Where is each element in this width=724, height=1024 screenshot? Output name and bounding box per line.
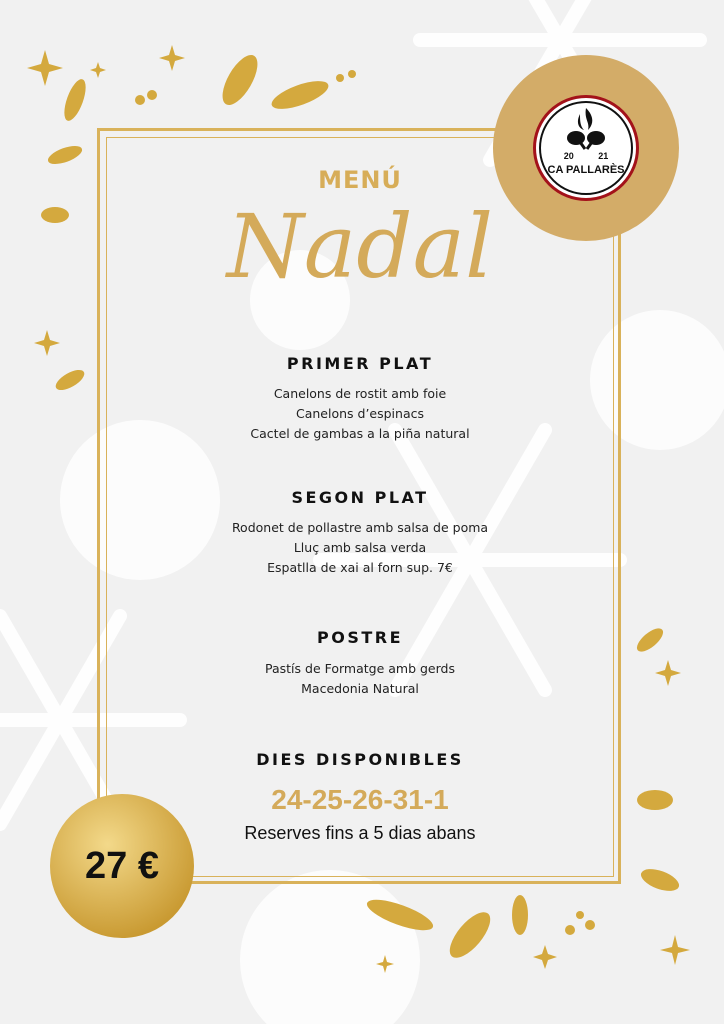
price-badge: [50, 794, 194, 938]
flame-drumstick-icon: [564, 106, 608, 150]
menu-item: Cactel de gambas a la piña natural: [250, 426, 470, 441]
menu-label: MENÚ: [318, 166, 402, 194]
price-value: 27 €: [85, 844, 159, 887]
logo-name: CA PALLARÈS: [547, 164, 625, 176]
available-dates: 24-25-26-31-1: [271, 784, 449, 815]
menu-item: Espatlla de xai al forn sup. 7€: [267, 560, 453, 575]
menu-item: Rodonet de pollastre amb salsa de poma: [231, 520, 489, 535]
menu-item: Canelons de rostit amb foie: [273, 386, 447, 401]
menu-item: Canelons d’espinacs: [295, 406, 424, 421]
section-items-primer-plat: [106, 384, 614, 444]
reservation-note: Reserves fins a 5 dias abans: [244, 823, 476, 843]
section-title-postre: POSTRE: [316, 628, 403, 647]
menu-item: Pastís de Formatge amb gerds: [265, 661, 455, 676]
section-items-segon-plat: [106, 518, 614, 578]
page-title: Nadal: [226, 195, 494, 298]
section-title-segon-plat: SEGON PLAT: [291, 488, 429, 507]
menu-item: Macedonia Natural: [301, 681, 419, 696]
section-items-postre: [106, 659, 614, 699]
section-title-primer-plat: PRIMER PLAT: [286, 354, 434, 373]
availability-title: DIES DISPONIBLES: [256, 750, 464, 769]
logo-year: 20 21: [563, 151, 609, 161]
menu-item: Lluç amb salsa verda: [293, 540, 427, 555]
